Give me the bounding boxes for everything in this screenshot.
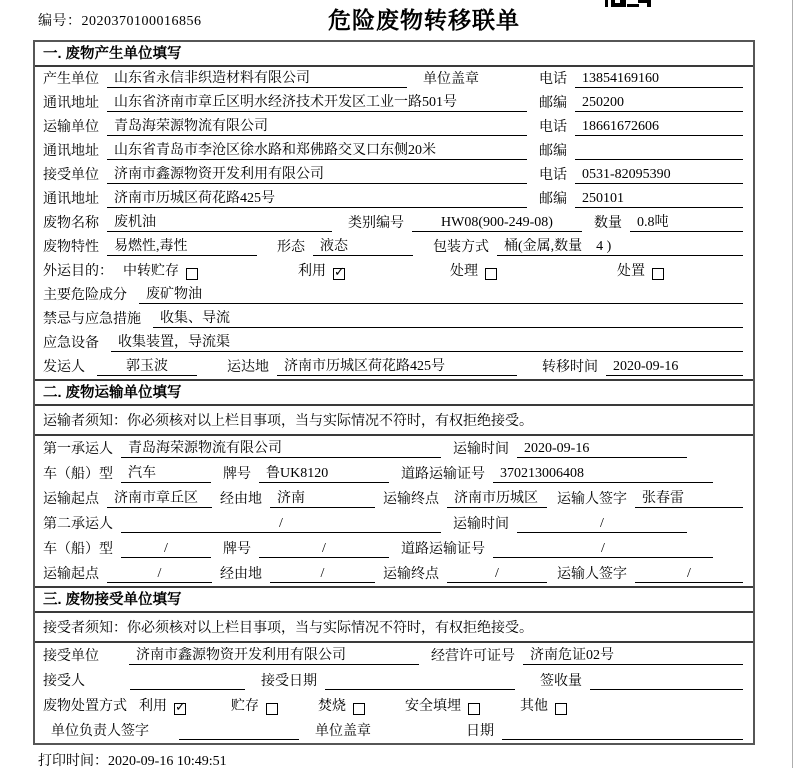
vehicle-type-label: 车（船）型 — [43, 542, 113, 557]
transporter-phone-value: 18661672606 — [575, 118, 743, 136]
print-time-label: 打印时间： — [38, 754, 108, 768]
purpose-option-reuse: 利用 — [298, 264, 326, 279]
serial-number — [38, 10, 202, 30]
sign-label: 运输人签字 — [557, 567, 627, 582]
receiver-notice-text: 接受者须知：你必须核对以上栏目事项，当与实际情况不符时，有权拒绝接受。 — [43, 621, 533, 636]
packaging-value: 桶(金属,数量 4 ) — [497, 238, 743, 256]
received-qty-label: 签收量 — [540, 674, 582, 689]
section3-heading: 三. 废物接受单位填写 — [35, 586, 753, 613]
zip-label: 邮编 — [539, 96, 567, 111]
carrier1-via-value: 济南 — [270, 490, 375, 508]
carrier2-label: 第二承运人 — [43, 517, 113, 532]
disposal-option-incineration: 焚烧 — [318, 699, 346, 714]
purpose-option-disposal: 处置 — [617, 264, 645, 279]
equipment-label: 应急设备 — [43, 336, 99, 351]
emergency-equipment-row — [35, 331, 753, 355]
transporter-row — [35, 115, 753, 139]
unit-seal-label: 单位盖章 — [315, 724, 371, 739]
disposal-option-landfill: 安全填埋 — [405, 699, 461, 714]
vehicle-type-label: 车（船）型 — [43, 467, 113, 482]
date-value — [502, 739, 743, 740]
carrier2-vehicle-row — [35, 536, 753, 561]
shipper-value: 郭玉波 — [97, 358, 197, 376]
destination-label: 运达地 — [227, 360, 269, 375]
origin-label: 运输起点 — [43, 492, 99, 507]
accept-unit-row — [35, 643, 753, 668]
carrier2-permit-value: / — [493, 540, 713, 558]
carrier1-origin-value: 济南市章丘区 — [107, 490, 212, 508]
receiver-address-row — [35, 187, 753, 211]
shipper-row — [35, 355, 753, 379]
disposal-method-row — [35, 693, 753, 718]
end-label: 运输终点 — [383, 492, 439, 507]
checkbox-disposal — [652, 268, 664, 280]
serial-value: 2020370100016856 — [81, 14, 202, 29]
checkbox-disposal-incineration — [353, 703, 365, 715]
producer-zip-value: 250200 — [575, 94, 743, 112]
address-label: 通讯地址 — [43, 96, 99, 111]
responsible-sign-value — [179, 739, 299, 740]
received-qty-value — [590, 689, 743, 690]
form-label: 形态 — [277, 240, 305, 255]
carrier1-vehicle-value: 汽车 — [121, 465, 211, 483]
carrier2-plate-value: / — [259, 540, 389, 558]
carrier2-origin-value: / — [107, 565, 212, 583]
zip-label: 邮编 — [539, 144, 567, 159]
hazard-label: 主要危险成分 — [43, 288, 127, 303]
waste-name-value: 废机油 — [107, 214, 332, 232]
quantity-label: 数量 — [594, 216, 622, 231]
category-value: HW08(900-249-08) — [412, 214, 582, 232]
purpose-row — [35, 259, 753, 283]
transporter-notice-text: 运输者须知：你必须核对以上栏目事项，当与实际情况不符时，有权拒绝接受。 — [43, 414, 533, 429]
qr-code-fragment — [605, 0, 653, 8]
transporter-value: 青岛海荣源物流有限公司 — [107, 118, 527, 136]
manifest-form — [33, 40, 755, 745]
address-label: 通讯地址 — [43, 192, 99, 207]
disposal-label: 废物处置方式 — [43, 699, 127, 714]
checkbox-disposal-other — [555, 703, 567, 715]
plate-label: 牌号 — [223, 467, 251, 482]
carrier2-via-value: / — [270, 565, 375, 583]
seal-label: 单位盖章 — [423, 72, 479, 87]
contraindication-value: 收集、导流 — [153, 310, 743, 328]
carrier2-end-value: / — [447, 565, 547, 583]
carrier1-permit-value: 370213006408 — [493, 465, 713, 483]
transporter-notice — [35, 406, 753, 436]
purpose-label: 外运目的： — [43, 264, 113, 279]
transfer-date-value: 2020-09-16 — [606, 358, 743, 376]
waste-name-label: 废物名称 — [43, 216, 99, 231]
transport-time-label: 运输时间 — [453, 442, 509, 457]
section1-heading: 一. 废物产生单位填写 — [35, 42, 753, 67]
transporter-zip-value — [575, 159, 743, 160]
producer-value: 山东省永信非织造材料有限公司 — [107, 70, 407, 88]
transporter-address-row — [35, 139, 753, 163]
serial-label: 编号： — [38, 14, 82, 29]
packaging-label: 包装方式 — [433, 240, 489, 255]
road-permit-label: 道路运输证号 — [401, 467, 485, 482]
phone-label: 电话 — [539, 72, 567, 87]
receiver-notice — [35, 613, 753, 643]
carrier1-end-value: 济南市历城区 — [447, 490, 547, 508]
address-label: 通讯地址 — [43, 144, 99, 159]
receiver-zip-value: 250101 — [575, 190, 743, 208]
receiver-phone-value: 0531-82095390 — [575, 166, 743, 184]
phone-label: 电话 — [539, 168, 567, 183]
checkbox-treatment — [485, 268, 497, 280]
quantity-value: 0.8吨 — [630, 214, 743, 232]
transport-time-label: 运输时间 — [453, 517, 509, 532]
checkbox-disposal-reuse — [174, 703, 186, 715]
end-label: 运输终点 — [383, 567, 439, 582]
accept-unit-value: 济南市鑫源物资开发利用有限公司 — [129, 647, 419, 665]
carrier1-vehicle-row — [35, 461, 753, 486]
page-title: 危险废物转移联单 — [328, 7, 520, 33]
destination-value: 济南市历城区荷花路425号 — [277, 358, 517, 376]
via-label: 经由地 — [220, 492, 262, 507]
carrier1-value: 青岛海荣源物流有限公司 — [121, 440, 441, 458]
license-label: 经营许可证号 — [431, 649, 515, 664]
page-edge-divider — [792, 0, 793, 768]
acceptor-row — [35, 668, 753, 693]
print-time-value: 2020-09-16 10:49:51 — [108, 754, 227, 768]
producer-phone-value: 13854169160 — [575, 70, 743, 88]
contraindication-label: 禁忌与应急措施 — [43, 312, 141, 327]
carrier2-time-value: / — [517, 515, 687, 533]
carrier2-route-row — [35, 561, 753, 586]
form-value: 液态 — [313, 238, 413, 256]
checkbox-disposal-landfill — [468, 703, 480, 715]
date-label: 日期 — [466, 724, 494, 739]
accept-date-label: 接受日期 — [261, 674, 317, 689]
carrier2-vehicle-value: / — [121, 540, 211, 558]
carrier1-plate-value: 鲁UK8120 — [259, 465, 389, 483]
acceptor-value — [130, 689, 245, 690]
receiver-row — [35, 163, 753, 187]
carrier1-route-row — [35, 486, 753, 511]
disposal-option-reuse: 利用 — [139, 699, 167, 714]
carrier1-label: 第一承运人 — [43, 442, 113, 457]
section2-heading: 二. 废物运输单位填写 — [35, 379, 753, 406]
zip-label: 邮编 — [539, 192, 567, 207]
phone-label: 电话 — [539, 120, 567, 135]
checkbox-disposal-storage — [266, 703, 278, 715]
sign-label: 运输人签字 — [557, 492, 627, 507]
shipper-label: 发运人 — [43, 360, 85, 375]
transfer-date-label: 转移时间 — [542, 360, 598, 375]
via-label: 经由地 — [220, 567, 262, 582]
carrier2-row — [35, 511, 753, 536]
purpose-option-treatment: 处理 — [450, 264, 478, 279]
disposal-option-storage: 贮存 — [231, 699, 259, 714]
road-permit-label: 道路运输证号 — [401, 542, 485, 557]
hazard-value: 废矿物油 — [139, 286, 743, 304]
checkbox-transit-storage — [186, 268, 198, 280]
checkbox-reuse — [333, 268, 345, 280]
producer-label: 产生单位 — [43, 72, 99, 87]
category-label: 类别编号 — [348, 216, 404, 231]
producer-address-value: 山东省济南市章丘区明水经济技术开发区工业一路501号 — [107, 94, 527, 112]
disposal-option-other: 其他 — [520, 699, 548, 714]
accept-unit-label: 接受单位 — [43, 649, 99, 664]
receiver-label: 接受单位 — [43, 168, 99, 183]
producer-address-row — [35, 91, 753, 115]
carrier1-sign-value: 张春雷 — [635, 490, 743, 508]
carrier2-sign-value: / — [635, 565, 743, 583]
receiver-address-value: 济南市历城区荷花路425号 — [107, 190, 527, 208]
carrier2-value: / — [121, 515, 441, 533]
transporter-label: 运输单位 — [43, 120, 99, 135]
responsible-sign-label: 单位负责人签字 — [51, 724, 149, 739]
waste-characteristics-row — [35, 235, 753, 259]
print-time — [38, 750, 227, 768]
waste-name-row — [35, 211, 753, 235]
producer-row — [35, 67, 753, 91]
origin-label: 运输起点 — [43, 567, 99, 582]
license-value: 济南危证02号 — [523, 647, 743, 665]
equipment-value: 收集装置，导流渠 — [111, 334, 743, 352]
characteristics-label: 废物特性 — [43, 240, 99, 255]
purpose-option-storage: 中转贮存 — [123, 264, 179, 279]
hazard-row — [35, 283, 753, 307]
acceptor-label: 接受人 — [43, 674, 85, 689]
plate-label: 牌号 — [223, 542, 251, 557]
responsible-sign-row — [35, 718, 753, 743]
carrier1-time-value: 2020-09-16 — [517, 440, 687, 458]
carrier1-row — [35, 436, 753, 461]
contraindication-row — [35, 307, 753, 331]
transporter-address-value: 山东省青岛市李沧区徐水路和郑佛路交叉口东侧20米 — [107, 142, 527, 160]
accept-date-value — [325, 689, 515, 690]
receiver-value: 济南市鑫源物资开发利用有限公司 — [107, 166, 527, 184]
characteristics-value: 易燃性,毒性 — [107, 238, 257, 256]
